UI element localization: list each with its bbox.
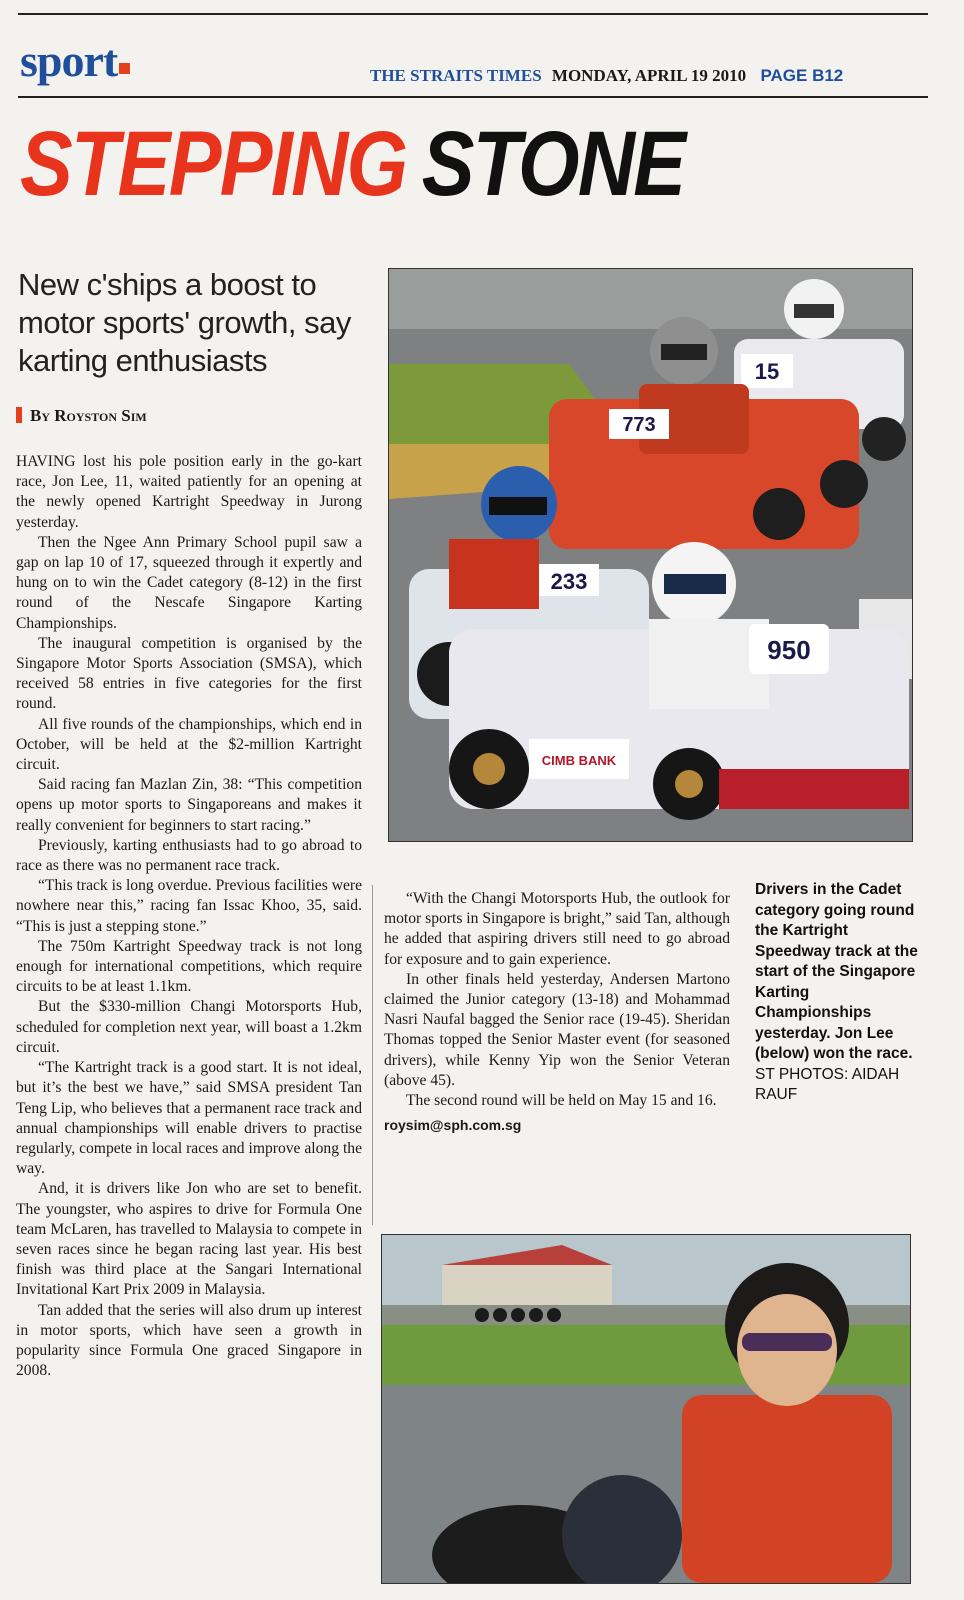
byline: By Royston Sim (16, 406, 147, 426)
author-email: roysim@sph.com.sg (384, 1117, 522, 1134)
article-column-2 (384, 889, 730, 1135)
paragraph: Said racing fan Mazlan Zin, 38: “This competition opens up motor sports to Singaporeans and makes it really convenient for beginners to start racing.” (16, 776, 362, 834)
page-number: PAGE B12 (760, 66, 844, 85)
paragraph: All five rounds of the championships, which end in October, will be held at the $2-million Kartright circuit. (16, 715, 362, 774)
subheadline: New c'ships a boost to motor sports' growth, say karting enthusiasts (18, 267, 351, 378)
photo-caption: Drivers in the Cadet category going round the Kartright Speedway track at the start of the Singapore Karting Championships yesterday. Jon Lee (below) won the race. ST PHOTOS: AIDAH RAUF (755, 881, 918, 1103)
paragraph: “With the Changi Motorsports Hub, the outlook for motor sports in Singapore is bright,” said Tan, although he added that aspiring drivers still need to go abroad for exposure and to gain experience. (384, 890, 730, 968)
photo-credit: ST PHOTOS: AIDAH RAUF (755, 1065, 900, 1103)
issue-date: MONDAY, APRIL 19 2010 (551, 66, 747, 85)
masthead-rule-top (18, 13, 928, 15)
paragraph: “This track is long overdue. Previous facilities were nowhere near this,” racing fan Issac Khoo, 35, said. “This is just a stepping stone.” (16, 877, 362, 935)
kart-race-photo (388, 268, 913, 842)
kart-number-773: 773 (622, 414, 656, 436)
headline-black: STONE (421, 113, 685, 215)
paragraph: “The Kartright track is a good start. It is not ideal, but it’s the best we have,” said SMSA president Tan Teng Lip, who believes that a permanent race track and annual championships will enable drivers to practise regularly, compete in local races and improve along the way. (16, 1059, 362, 1178)
masthead-rule-bottom (18, 96, 928, 98)
paragraph: The inaugural competition is organised by the Singapore Motor Sports Association (SMSA), which received 58 entries in five categories for the first round. (16, 634, 362, 713)
paragraph: Then the Ngee Ann Primary School pupil saw a gap on lap 10 of 17, squeezed through it expertly and hung on to win the Cadet category (8-12) in the first round of the Nescafe Singapore Karting Championships. (16, 533, 362, 632)
paragraph: The second round will be held on May 15 and 16. (406, 1092, 717, 1110)
paragraph: But the $330-million Changi Motorsports Hub, scheduled for completion next year, will boast a 1.2km circuit. (16, 998, 362, 1056)
paragraph: HAVING lost his pole position early in the go-kart race, Jon Lee, 11, waited patiently for an opening at the newly opened Kartright Speedway in Jurong yesterday. (16, 453, 362, 531)
section-title: sport (20, 34, 130, 87)
section-dot-icon (119, 63, 130, 74)
headline-red: STEPPING (20, 113, 407, 215)
paper-name: THE STRAITS TIMES (370, 66, 542, 85)
masthead-info (370, 66, 843, 86)
paragraph: Previously, karting enthusiasts had to go abroad to race as there was no permanent race track. (16, 836, 362, 875)
article-column-1 (16, 452, 362, 1381)
paragraph: In other finals held yesterday, Andersen Martono claimed the Junior category (13-18) and Mohammad Nasri Naufal bagged the Senior race (19-45). Sheridan Thomas topped the Senior Master event (for seasoned drivers), while Kenny Yip won the Senior Veteran (above 45). (384, 970, 730, 1089)
paragraph: Tan added that the series will also drum up interest in motor sports, which have seen a growth in popularity since Formula One graced Singapore in 2008. (16, 1301, 362, 1380)
kart-number-233: 233 (550, 569, 588, 594)
paragraph: And, it is drivers like Jon who are set to benefit. The youngster, who aspires to drive for Formula One team McLaren, has travelled to Malaysia to compete in seven races since he began racing last year. His best finish was third place at the Sangari International Invitational Kart Prix 2009 in Malaysia. (16, 1180, 362, 1299)
kart-number-950: 950 (767, 635, 811, 665)
sponsor-label: CIMB BANK (541, 753, 617, 768)
jon-lee-photo (381, 1234, 911, 1584)
byline-bar-icon (16, 407, 22, 423)
column-rule (372, 885, 373, 1225)
headline (20, 113, 685, 215)
kart-number-15: 15 (754, 359, 780, 384)
paragraph: The 750m Kartright Speedway track is not long enough for international competitions, which require circuits to be at least 1.1km. (16, 937, 362, 996)
